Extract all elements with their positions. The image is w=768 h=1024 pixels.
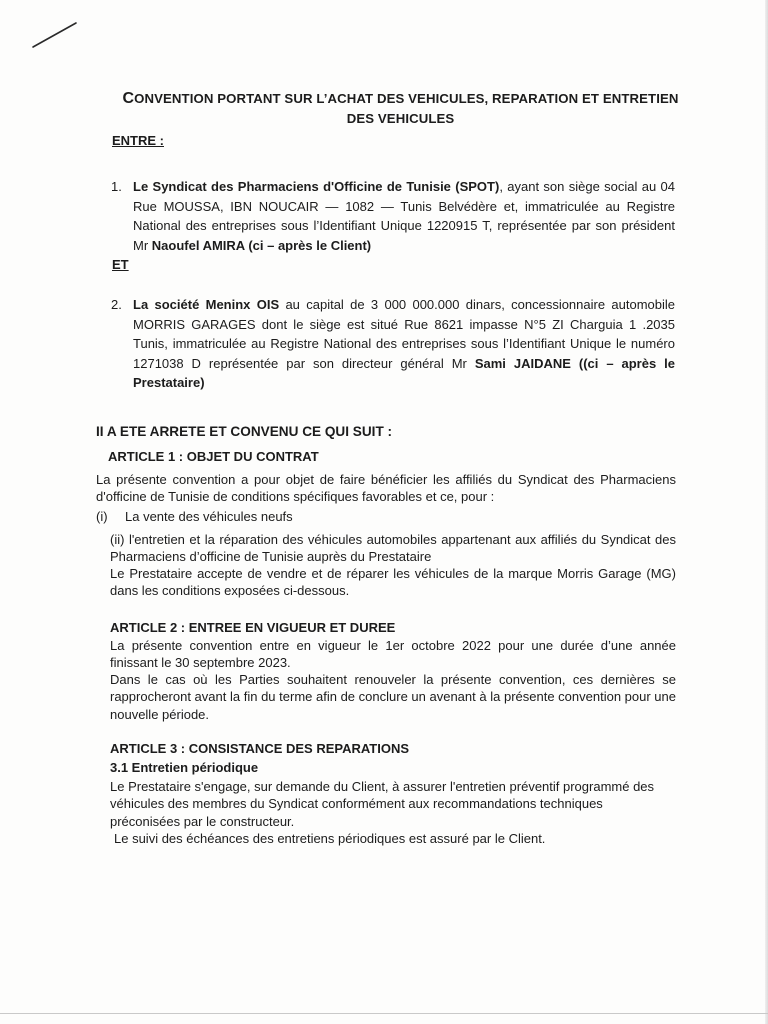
- party-1-body: , ayant son siège social au 04 Rue MOUSSA, IBN NOUCAIR — 1082 — Tunis Belvédère et, immatriculée au Registre National des entreprises sous l’Identifiant Unique 1220915 T, représentée par son président Mr: [133, 179, 675, 253]
- item-i-text: La vente des véhicules neufs: [125, 509, 293, 524]
- article-2-paragraph: La présente convention entre en vigueur le 1er octobre 2022 pour une durée d’une année finissant le 30 septembre 2023.: [110, 638, 676, 671]
- article-3-heading: ARTICLE 3 : CONSISTANCE DES REPARATIONS: [110, 741, 410, 756]
- title-initial: C: [122, 90, 135, 107]
- article-1-heading: ARTICLE 1 : OBJET DU CONTRAT: [108, 449, 319, 464]
- party-1-representative: Naoufel AMIRA (ci – après le Client): [151, 237, 372, 253]
- party-2-body: au capital de 3 000 000.000 dinars, concessionnaire automobile MORRIS GARAGES dont le siège est situé Rue 8621 impasse N°5 ZI Charguia 1 .2035 Tunis, immatriculée au Registre National des entreprises sous l’Identifiant Unique le numéro 1271038 D représentée par son directeur général Mr: [133, 297, 675, 371]
- article-2-renewal-paragraph: Dans le cas où les Parties souhaitent renouveler la présente convention, ces dernières se rapprocheront avant la fin du terme afin de conclure un avenant à la présente convention pour une nouvelle période.: [110, 672, 676, 722]
- article-3-paragraph: Le Prestataire s'engage, sur demande du Client, à assurer l'entretien préventif programmé des véhicules des membres du Syndicat conformément aux recommandations techniques préconisées par le constructeur.: [110, 779, 655, 829]
- article-2-heading: ARTICLE 2 : ENTREE EN VIGUEUR ET DUREE: [110, 620, 396, 635]
- article-1-paragraph: La présente convention a pour objet de faire bénéficier les affiliés du Syndicat des Pharmaciens d'officine de Tunisie de conditions spécifiques favorables et ce, pour :: [96, 472, 676, 505]
- pen-stroke-mark: [30, 20, 80, 50]
- party-1-number: 1.: [111, 179, 122, 194]
- article-1-item-i: [96, 509, 293, 524]
- title-text: ONVENTION PORTANT SUR L’ACHAT DES VEHICULES, REPARATION ET ENTRETIEN DES VEHICULES: [134, 91, 679, 126]
- et-heading: ET: [112, 257, 129, 272]
- party-1-name: Le Syndicat des Pharmaciens d'Officine de Tunisie (SPOT): [133, 179, 500, 194]
- document-title: [108, 89, 693, 129]
- item-i-label: (i): [96, 509, 108, 524]
- party-2-number: 2.: [111, 297, 122, 312]
- article-1-item-ii: (ii) l'entretien et la réparation des véhicules automobiles appartenant aux affiliés du Syndicat des Pharmaciens d’officine de Tunisie auprès du Prestataire: [110, 532, 676, 565]
- party-2-representative: Sami JAIDANE ((ci – après le Prestataire): [133, 355, 675, 391]
- article-1-mg-paragraph: Le Prestataire accepte de vendre et de réparer les véhicules de la marque Morris Garage (MG) dans les conditions exposées ci-dessous.: [110, 566, 676, 599]
- scan-edge-bottom: [0, 1013, 768, 1014]
- article-3-subheading: 3.1 Entretien périodique: [110, 760, 259, 775]
- party-2-name: La société Meninx OIS: [133, 297, 280, 312]
- party-1: [111, 177, 675, 255]
- agreement-intro: II A ETE ARRETE ET CONVENU CE QUI SUIT :: [96, 424, 393, 439]
- entre-heading: ENTRE :: [112, 133, 164, 148]
- party-2: [111, 295, 675, 393]
- article-3-followup-paragraph: Le suivi des échéances des entretiens périodiques est assuré par le Client.: [114, 831, 546, 846]
